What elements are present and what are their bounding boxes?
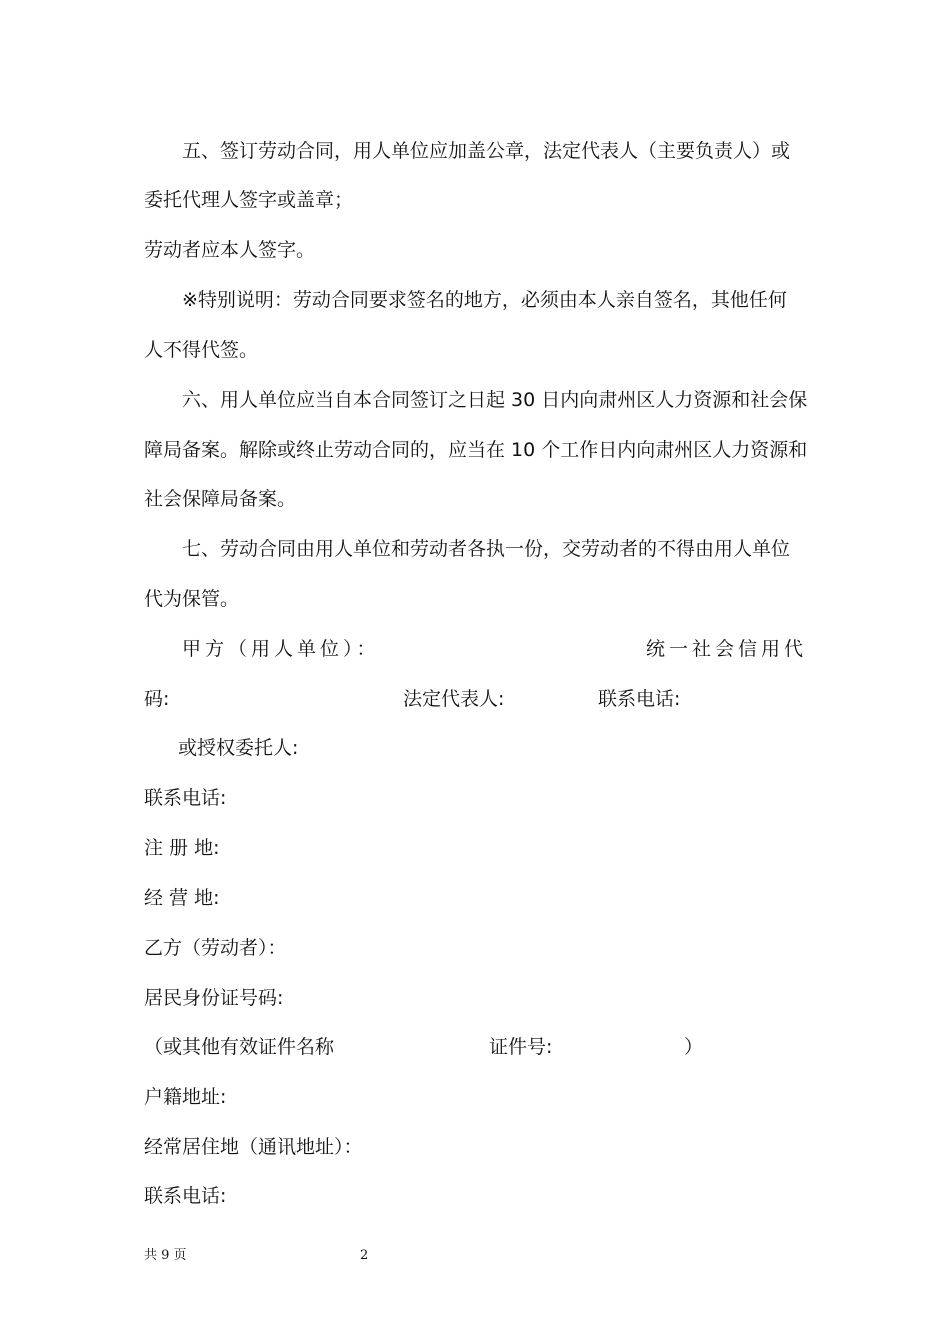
party-a-phone-label: 联系电话: [598,688,681,710]
registered-address-label: 注 册 地: [144,837,220,859]
clause-5-line-1: 五、签订劳动合同，用人单位应加盖公章，法定代表人（主要负责人）或 [182,140,791,162]
footer-total-pages: 共 9 页 [144,1248,187,1263]
authorized-agent-label: 或授权委托人: [178,737,299,759]
party-b-phone-label: 联系电话: [144,1185,227,1207]
agent-phone-label: 联系电话: [144,787,227,809]
special-note-line-1: ※特别说明：劳动合同要求签名的地方，必须由本人亲自签名，其他任何 [182,289,787,311]
clause-6-line-3: 社会保障局备案。 [144,488,297,510]
special-note-line-2: 人不得代签。 [144,339,259,361]
other-id-label: （或其他有效证件名称 [144,1036,335,1058]
id-number-label: 居民身份证号码: [144,987,284,1009]
credit-code-label-part2: 码: [144,688,170,710]
business-address-label: 经 营 地: [144,887,220,909]
credit-code-label-part1: 统一社会信用代 [646,638,808,660]
party-a-label: 甲方（用人单位）： [182,638,380,660]
household-address-label: 户籍地址: [144,1086,227,1108]
residence-address-label: 经常居住地（通讯地址）： [144,1136,363,1158]
clause-7-line-1: 七、劳动合同由用人单位和劳动者各执一份，交劳动者的不得由用人单位 [182,538,791,560]
party-b-label: 乙方（劳动者）： [144,937,287,959]
cert-number-label: 证件号: [489,1036,553,1058]
close-paren: ） [684,1036,704,1058]
clause-6-line-2: 障局备案。解除或终止劳动合同的，应当在 10 个工作日内向肃州区人力资源和 [144,439,808,461]
clause-6-line-1: 六、用人单位应当自本合同签订之日起 30 日内向肃州区人力资源和社会保 [182,389,808,411]
clause-7-line-2: 代为保管。 [144,588,240,610]
legal-representative-label: 法定代表人: [403,688,505,710]
clause-5-line-3: 劳动者应本人签字。 [144,239,316,261]
clause-5-line-2: 委托代理人签字或盖章； [144,189,354,211]
footer-page-number: 2 [360,1248,369,1263]
